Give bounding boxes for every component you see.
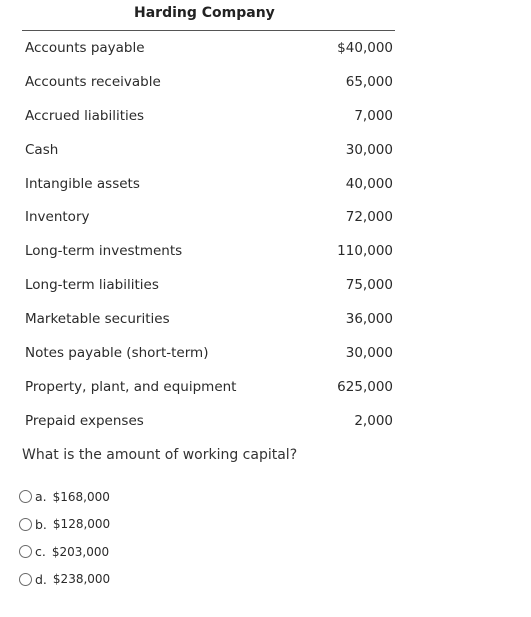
account-row <box>25 303 393 337</box>
account-value: 40,000 <box>345 175 393 192</box>
account-label: Long-term investments <box>25 243 183 260</box>
answer-option-d[interactable] <box>19 566 110 594</box>
radio-button[interactable] <box>19 573 32 586</box>
account-row <box>25 371 393 405</box>
account-row <box>25 405 393 439</box>
account-row <box>25 32 393 66</box>
account-label: Cash <box>25 141 59 158</box>
account-label: Accounts receivable <box>25 73 161 90</box>
account-label: Prepaid expenses <box>25 412 144 429</box>
account-value: 30,000 <box>345 345 393 362</box>
account-label: Intangible assets <box>25 175 140 192</box>
account-label: Accounts payable <box>25 40 145 56</box>
account-value: 2,000 <box>354 412 393 429</box>
option-letter: c. <box>35 544 46 560</box>
answer-option-a[interactable] <box>19 483 110 511</box>
account-label: Long-term liabilities <box>25 277 159 294</box>
radio-button[interactable] <box>19 545 32 558</box>
account-value: 625,000 <box>337 378 393 395</box>
account-value: 30,000 <box>345 141 393 158</box>
account-label: Marketable securities <box>25 311 170 328</box>
account-value: 7,000 <box>354 107 393 124</box>
option-letter: b. <box>35 516 47 532</box>
account-value: $40,000 <box>337 40 393 56</box>
accounts-table <box>25 32 393 439</box>
question-text: What is the amount of working capital? <box>22 447 298 463</box>
radio-button[interactable] <box>19 490 32 503</box>
account-label: Notes payable (short-term) <box>25 345 209 362</box>
option-letter: a. <box>35 489 47 505</box>
account-label: Inventory <box>25 209 90 226</box>
option-text: $203,000 <box>51 544 110 559</box>
answer-options <box>19 483 110 593</box>
header-divider <box>22 30 395 31</box>
account-row <box>25 100 393 134</box>
option-text: $128,000 <box>52 517 111 532</box>
option-text: $168,000 <box>52 489 110 504</box>
answer-option-c[interactable] <box>19 538 110 566</box>
account-value: 75,000 <box>345 277 393 294</box>
account-row <box>25 337 393 371</box>
option-text: $238,000 <box>52 572 111 587</box>
account-row <box>25 235 393 269</box>
account-value: 110,000 <box>337 243 393 260</box>
account-value: 65,000 <box>345 73 393 90</box>
account-row <box>25 269 393 303</box>
account-row <box>25 201 393 235</box>
account-row <box>25 168 393 202</box>
account-row <box>25 134 393 168</box>
company-title: Harding Company <box>134 5 275 21</box>
account-label: Accrued liabilities <box>25 107 145 124</box>
answer-option-b[interactable] <box>19 511 110 539</box>
account-value: 36,000 <box>345 311 393 328</box>
account-value: 72,000 <box>345 209 393 226</box>
radio-button[interactable] <box>19 518 32 531</box>
option-letter: d. <box>35 571 47 587</box>
account-row <box>25 66 393 100</box>
account-label: Property, plant, and equipment <box>25 378 237 395</box>
